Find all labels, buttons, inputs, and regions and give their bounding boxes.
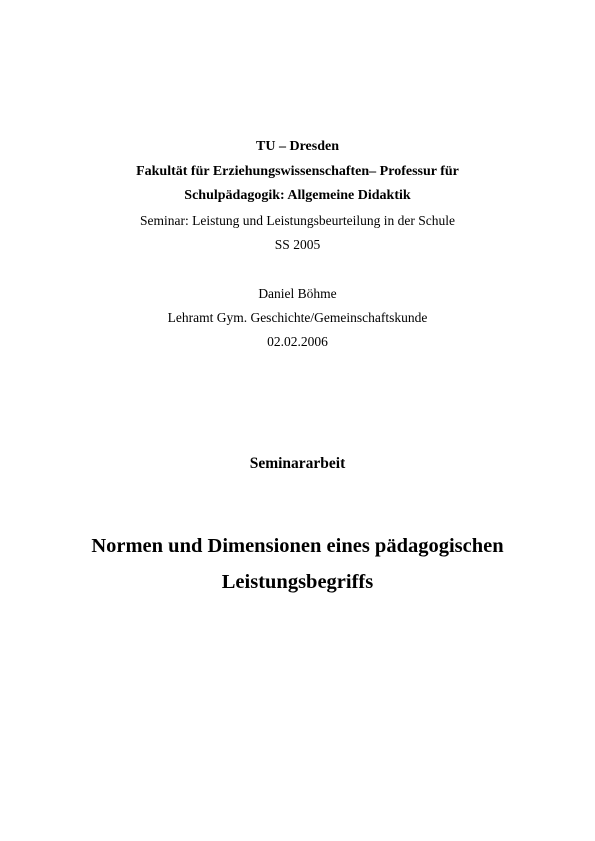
- faculty-line-2: Schulpädagogik: Allgemeine Didaktik: [184, 188, 411, 203]
- submission-date: 02.02.2006: [267, 334, 328, 349]
- study-program: Lehramt Gym. Geschichte/Gemeinschaftskunde: [167, 310, 428, 325]
- document-type: Seminararbeit: [249, 455, 346, 472]
- faculty-line-1: Fakultät für Erziehungswissenschaften– Professur für: [136, 164, 459, 179]
- university-name: TU – Dresden: [256, 139, 339, 154]
- title-line-1: Normen und Dimensionen eines pädagogischen: [91, 535, 504, 557]
- semester: SS 2005: [274, 237, 321, 252]
- seminar-name: Seminar: Leistung und Leistungsbeurteilung in der Schule: [140, 213, 455, 228]
- title-line-2: Leistungsbegriffs: [221, 571, 374, 593]
- author-name: Daniel Böhme: [258, 286, 337, 301]
